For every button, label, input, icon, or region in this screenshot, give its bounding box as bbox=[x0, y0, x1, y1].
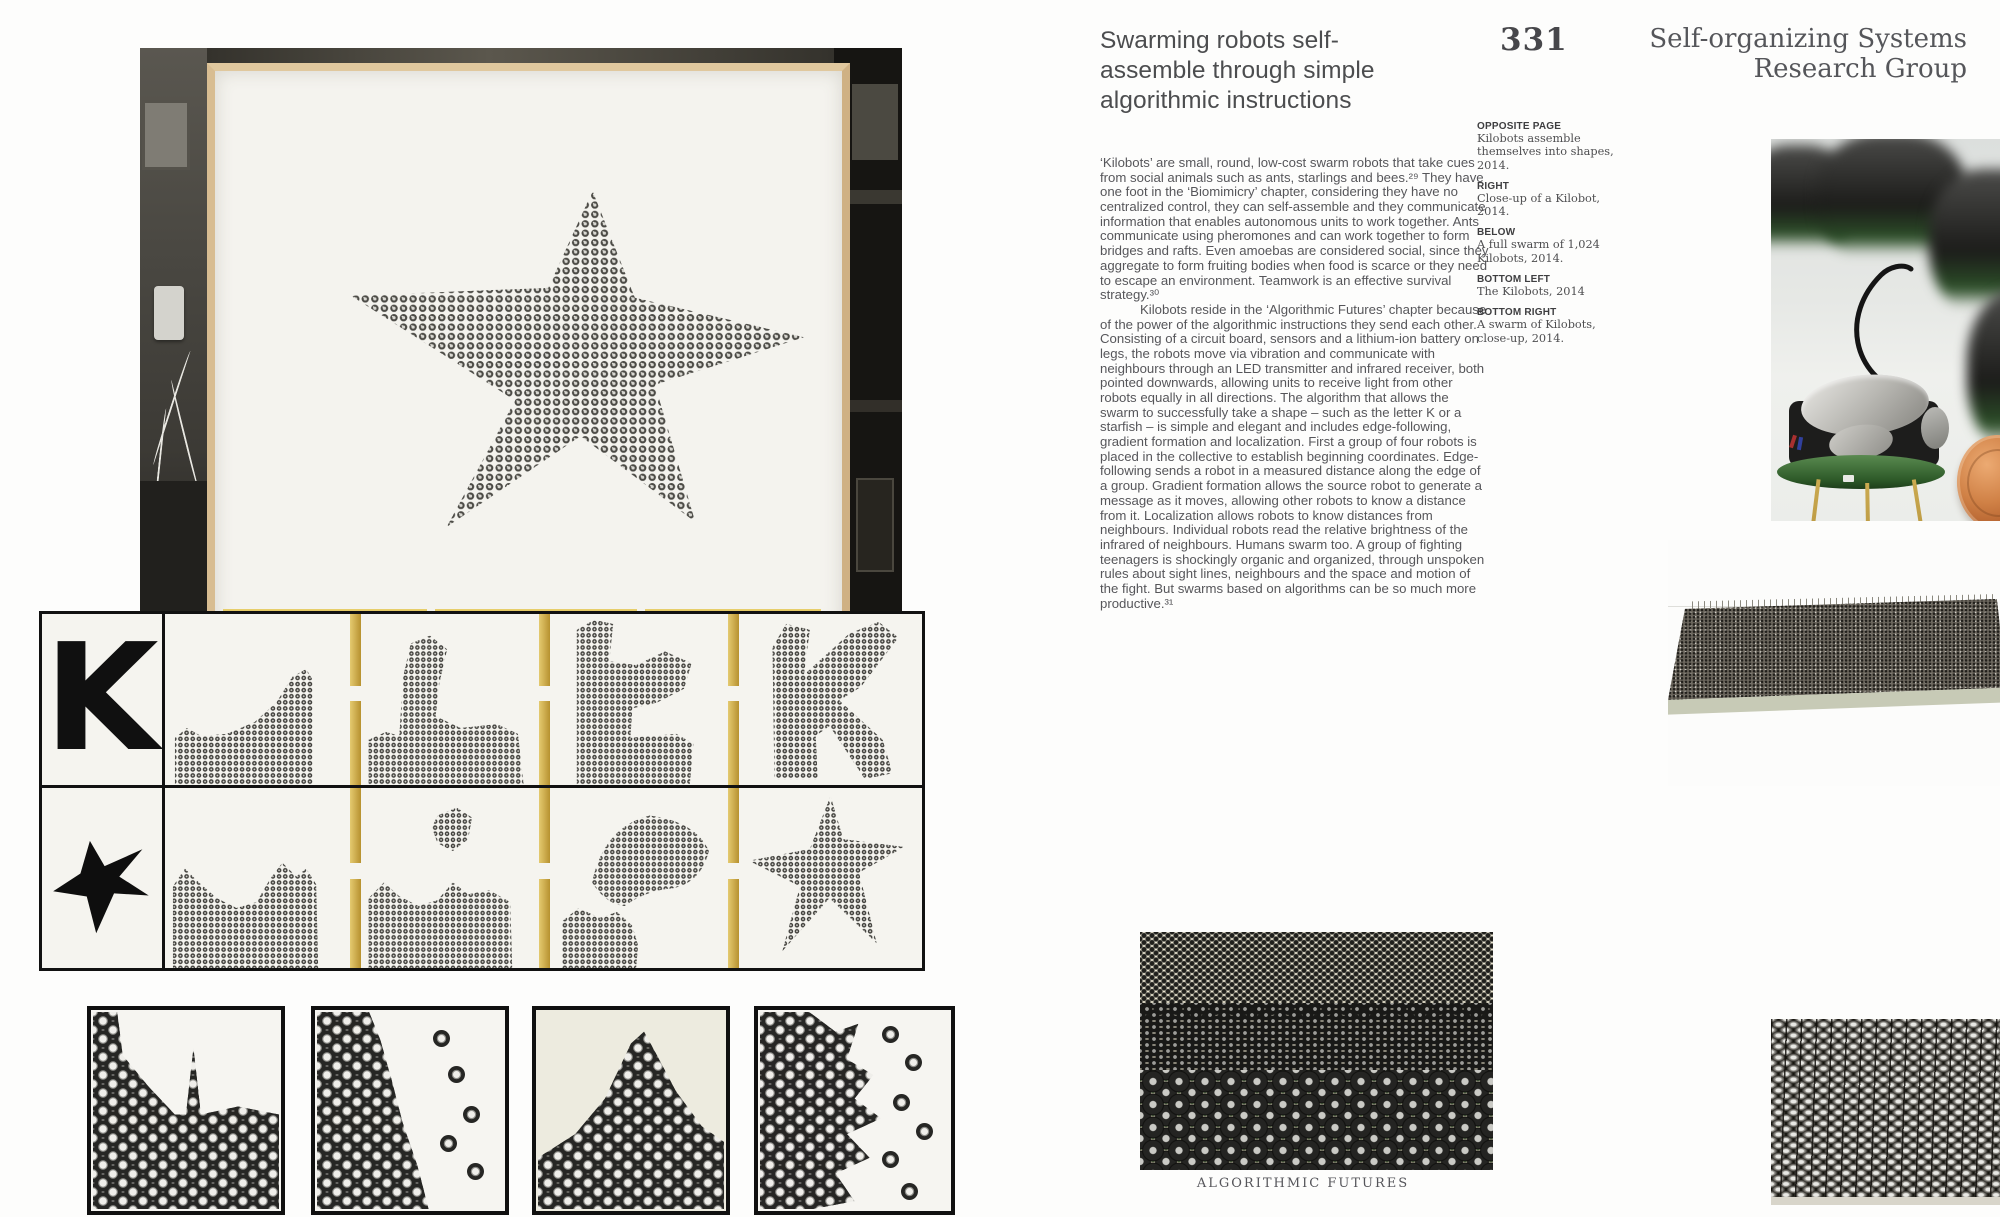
grid-border bbox=[922, 611, 925, 971]
article-heading bbox=[1100, 26, 1480, 116]
caption-label: OPPOSITE PAGE bbox=[1477, 121, 1562, 132]
swarm-texture-photo bbox=[1771, 1019, 2000, 1205]
star-stage-3-swarm bbox=[550, 788, 728, 968]
office-monitor bbox=[142, 100, 190, 170]
k-stage-1-swarm bbox=[165, 614, 350, 785]
closeup-photo-1 bbox=[87, 1006, 285, 1215]
assembly-sequence-grid bbox=[39, 611, 925, 971]
body-text bbox=[1100, 156, 1490, 611]
target-letter-cell bbox=[42, 614, 162, 785]
star-stage-1-swarm bbox=[165, 788, 350, 968]
kilobot-closeup-pattern bbox=[538, 1012, 724, 1209]
captions-sidebar bbox=[1477, 121, 1619, 354]
gold-separator bbox=[728, 788, 739, 968]
near-robots-band bbox=[1140, 1070, 1493, 1170]
stray-kilobot bbox=[882, 1151, 899, 1168]
mid-robots-band bbox=[1140, 1003, 1493, 1079]
power-strip bbox=[154, 286, 184, 340]
gold-separator bbox=[728, 614, 739, 785]
paragraph: ‘Kilobots’ are small, round, low-cost swarm robots that take cues from social animals such as ants, starlings and bees.²⁹ They have one foot in the ‘Biomimicry’ chapter, considering they have no centralized control, they can self-assemble and they communicate information that enables autonomous units to work together. Ants communicate using pheromones and can work together to form bridges and rafts. Even amoebas are considered social, since they aggregate to form fruiting bodies when food is scarce or they need to escape an environment. Teamwork is an effective survival strategy.³⁰ bbox=[1100, 155, 1489, 303]
k-stage-2-swarm bbox=[361, 614, 539, 785]
caption-block bbox=[1477, 274, 1619, 298]
heading-line: assemble through simple bbox=[1100, 57, 1375, 84]
kilobot-pcb-base bbox=[1777, 455, 1945, 489]
stray-kilobot bbox=[893, 1094, 910, 1111]
grid-border bbox=[39, 968, 925, 971]
closeup-photo-3 bbox=[532, 1006, 730, 1215]
caption-text: The Kilobots, 2014 bbox=[1477, 285, 1585, 299]
shelf-frame bbox=[856, 478, 894, 572]
caption-label: BOTTOM LEFT bbox=[1477, 274, 1551, 286]
section-title-line: Self-organizing Systems bbox=[1649, 24, 1967, 54]
caption-label: BELOW bbox=[1477, 227, 1516, 239]
star-silhouette-target bbox=[50, 830, 155, 940]
k-stage-3-cell bbox=[550, 614, 728, 785]
kilobot-motor bbox=[1921, 407, 1949, 449]
star-stage-2-swarm bbox=[361, 788, 539, 968]
pcb-component bbox=[1843, 475, 1854, 482]
stray-kilobot bbox=[467, 1163, 484, 1180]
running-footer: ALGORITHMIC FUTURES bbox=[1196, 1176, 1410, 1191]
stray-kilobot bbox=[440, 1135, 457, 1152]
stray-kilobot bbox=[463, 1106, 480, 1123]
caption-label: BOTTOM RIGHT bbox=[1477, 307, 1557, 319]
caption-block bbox=[1477, 307, 1619, 345]
caption-text: Kilobots assemble themselves into shapes, 2014. bbox=[1477, 132, 1614, 172]
page-number: 331 bbox=[1500, 22, 1568, 58]
caption-text: Close-up of a Kilobot, 2014. bbox=[1477, 191, 1600, 219]
caption-block bbox=[1477, 227, 1619, 265]
star-stage-4-cell bbox=[739, 788, 922, 968]
office-shelf bbox=[140, 481, 207, 621]
stray-kilobot bbox=[905, 1054, 922, 1071]
closeup-photo-4 bbox=[754, 1006, 955, 1215]
shelf-box bbox=[852, 84, 898, 160]
gold-separator bbox=[350, 614, 361, 785]
kilobot-leg bbox=[1912, 479, 1930, 521]
k-final-swarm bbox=[739, 614, 922, 785]
paragraph: Kilobots reside in the ‘Algorithmic Futures’ chapter because of the power of the algorithmic instructions they send each other. Consisting of a circuit board, sensors and a lithium-ion battery on legs, the robots move via vibration and communicate with neighbours through an LED transmitter and infrared receiver, both pointed downwards, allowing units to receive light from other robots equally in all directions. The algorithm that allows the swarm to successfully take a shape – such as the letter K or a starfish – is simple and elegant and includes edge-following, gradient formation and localization. First a group of four robots is placed in the collective to establish beginning coordinates. Edge-following sends a robot in a measured distance along the edge of a group. Gradient formation allows the source robot to generate a message as it moves, allowing other robots to know a distance from it. Localization allows robots to know distances from neighbours. Individual robots read the relative brightness of the infrared of neighbours. Humans swarm too. A group of fighting teenagers is shockingly organic and organized, through unspoken rules about sight lines, neighbours and the space and motion of the fight. But swarms based on algorithms can be so much more productive.³¹ bbox=[1100, 301, 1487, 611]
kilobot-closeup-pattern bbox=[760, 1012, 949, 1209]
penny-detail bbox=[1965, 447, 2000, 519]
cable bbox=[170, 379, 203, 496]
penny-coin bbox=[1954, 432, 2000, 521]
k-stage-3-swarm bbox=[550, 614, 728, 785]
stray-kilobot bbox=[448, 1066, 465, 1083]
whiteboard bbox=[207, 63, 850, 621]
section-title-line: Research Group bbox=[1753, 54, 1967, 84]
antenna-streaks bbox=[1771, 1019, 2000, 1197]
star-stage-3-cell bbox=[550, 788, 728, 968]
swarm-panel-photo bbox=[1668, 540, 2000, 786]
kilobot-field-photo bbox=[1140, 932, 1493, 1170]
gold-separator bbox=[350, 788, 361, 968]
k-stage-2-cell bbox=[361, 614, 539, 785]
stray-kilobot bbox=[882, 1026, 899, 1043]
caption-block bbox=[1477, 121, 1619, 172]
stray-kilobot bbox=[916, 1123, 933, 1140]
star-final-swarm bbox=[739, 788, 922, 968]
kilobot-closeup-pattern bbox=[93, 1012, 279, 1209]
section-title bbox=[1467, 24, 1967, 84]
heading-line: Swarming robots self- bbox=[1100, 27, 1340, 54]
ceiling-strip bbox=[207, 48, 834, 63]
starfish-photo bbox=[140, 48, 902, 621]
closeup-photo-2 bbox=[311, 1006, 509, 1215]
caption-text: A full swarm of 1,024 Kilobots, 2014. bbox=[1477, 238, 1600, 265]
caption-block bbox=[1477, 181, 1619, 219]
floor-strip bbox=[1771, 1197, 2000, 1205]
gold-separator bbox=[539, 614, 550, 785]
stray-kilobot bbox=[433, 1030, 450, 1047]
gold-separator bbox=[539, 788, 550, 968]
kilobot-macro-photo bbox=[1771, 139, 2000, 521]
caption-label: RIGHT bbox=[1477, 180, 1510, 192]
swarm-mass bbox=[1668, 540, 2000, 786]
stray-kilobot bbox=[901, 1183, 918, 1200]
caption-text: A swarm of Kilobots, close-up, 2014. bbox=[1477, 318, 1596, 345]
k-stage-4-cell bbox=[739, 614, 922, 785]
star-stage-2-cell bbox=[361, 788, 539, 968]
target-star-cell bbox=[42, 788, 162, 968]
kilobot-starfish-swarm bbox=[351, 191, 804, 527]
heading-line: algorithmic instructions bbox=[1100, 87, 1352, 114]
star-stage-1-cell bbox=[165, 788, 350, 968]
office-background-left bbox=[140, 48, 207, 621]
letter-k-target: K bbox=[44, 614, 155, 784]
k-stage-1-cell bbox=[165, 614, 350, 785]
